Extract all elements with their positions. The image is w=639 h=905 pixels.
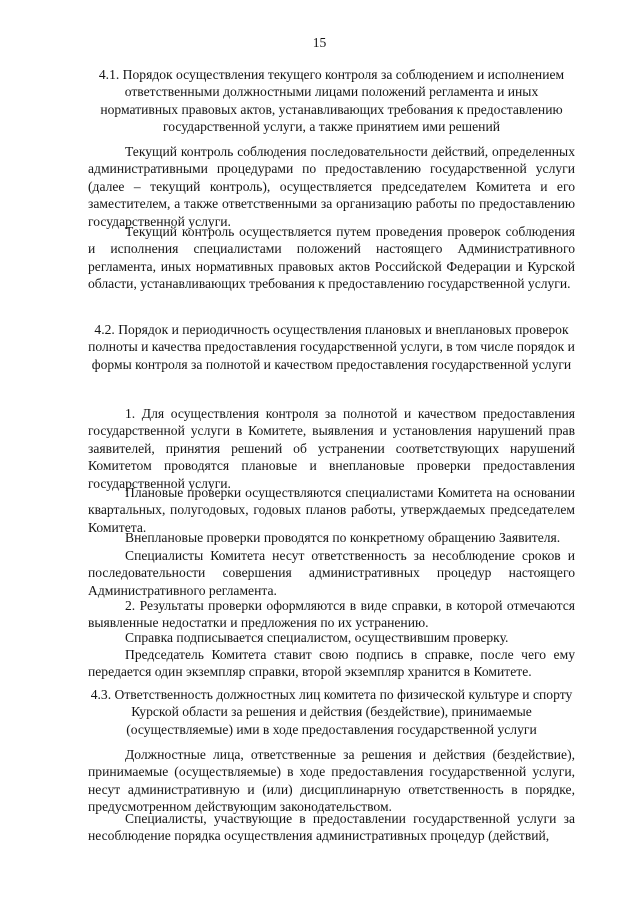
paragraph: Внеплановые проверки проводятся по конкретному обращению Заявителя. [125, 530, 561, 545]
paragraph: Текущий контроль осуществляется путем проведения проверок соблюдения и исполнения специалистами положений настоящего Административного регламента, иных нормативных правовых актов Российской Федерации и Курской области, устанавливающих требования к предоставлению государственной услуги. [88, 224, 575, 292]
section-heading-4-2: 4.2. Порядок и периодичность осуществления плановых и внеплановых проверок полноты и качества предоставления государственной услуги, в том числе порядок и формы контроля за полнотой и качеством предоставления государственной услуги [88, 322, 575, 372]
paragraph: Справка подписывается специалистом, осуществившим проверку. [125, 630, 509, 645]
paragraph: 1. Для осуществления контроля за полнотой и качеством предоставления государственной услуги в Комитете, выявления и установления нарушений прав заявителей, принятия решений об устранении соответствующих нарушений Комитетом проводятся плановые и внеплановые проверки предоставления государственной услуги. [88, 406, 575, 491]
paragraph: 2. Результаты проверки оформляются в виде справки, в которой отмечаются выявленные недостатки и предложения по их устранению. [88, 598, 575, 631]
paragraph: Специалисты Комитета несут ответственность за несоблюдение сроков и последовательности совершения административных процедур настоящего Административного регламента. [88, 548, 575, 598]
page-number: 15 [312, 35, 327, 50]
paragraph: Специалисты, участвующие в предоставлении государственной услуги за несоблюдение порядка осуществления административных процедур (действий, [88, 811, 575, 844]
paragraph: Текущий контроль соблюдения последовательности действий, определенных административными процедурами по предоставлению государственной услуги (далее – текущий контроль), осуществляется председателем Комитета и его заместителем, а также ответственными за организацию работы по предоставлению государственной услуги. [88, 144, 575, 229]
section-heading-4-3: 4.3. Ответственность должностных лиц комитета по физической культуре и спорту Курской области за решения и действия (бездействие), принимаемые (осуществляемые) ими в ходе предоставления государственной услуги [90, 687, 573, 737]
section-heading-4-1: 4.1. Порядок осуществления текущего контроля за соблюдением и исполнением ответственными должностными лицами положений регламента и иных нормативных правовых актов, устанавливающих требования к предоставлению государственной услуги, а также принятием ими решений [98, 67, 565, 135]
paragraph: Председатель Комитета ставит свою подпись в справке, после чего ему передается один экземпляр справки, второй экземпляр хранится в Комитете. [88, 647, 575, 680]
paragraph: Плановые проверки осуществляются специалистами Комитета на основании квартальных, полугодовых, годовых планов работы, утверждаемых председателем Комитета. [88, 485, 575, 535]
paragraph: Должностные лица, ответственные за решения и действия (бездействие), принимаемые (осуществляемые) в ходе предоставления государственной услуги, несут административную и (или) дисциплинарную ответственность в порядке, предусмотренном действующим законодательством. [88, 747, 575, 815]
